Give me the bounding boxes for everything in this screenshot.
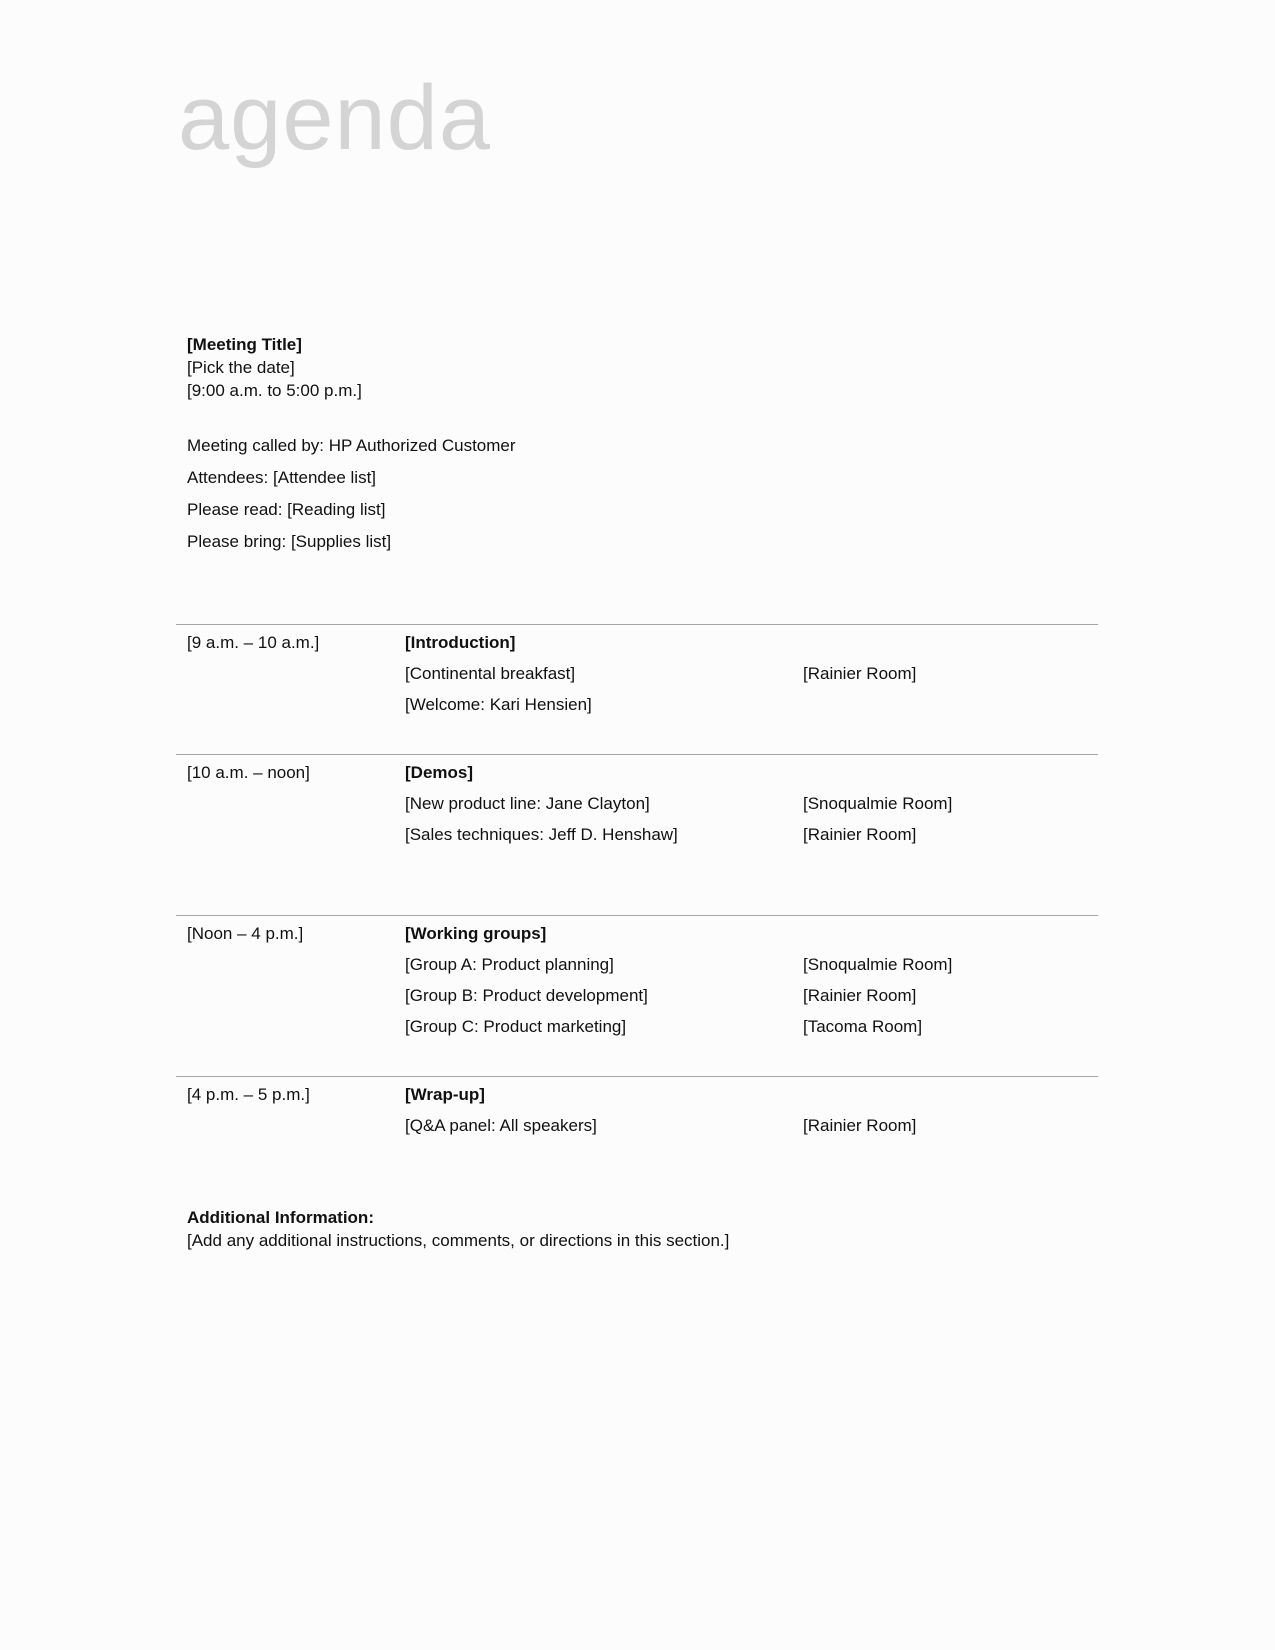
- agenda-session: [176, 624, 1098, 754]
- session-room: [Rainier Room]: [803, 1116, 917, 1135]
- session-row: [405, 1015, 1095, 1046]
- additional-body: [Add any additional instructions, comments, or directions in this section.]: [187, 1231, 730, 1250]
- session-item: [Group C: Product marketing]: [405, 1017, 627, 1036]
- session-row: [405, 631, 1095, 662]
- session-row: [405, 1083, 1095, 1114]
- session-heading: [Introduction]: [405, 633, 516, 652]
- meeting-date: [Pick the date]: [187, 358, 295, 377]
- agenda-table: [176, 624, 1098, 1177]
- agenda-session: [176, 915, 1098, 1076]
- session-room: [Snoqualmie Room]: [803, 955, 953, 974]
- session-item: [Group A: Product planning]: [405, 955, 614, 974]
- session-row: [405, 953, 1095, 984]
- attendees-line: Attendees: [Attendee list]: [187, 468, 377, 487]
- session-room: [Rainier Room]: [803, 825, 917, 844]
- session-heading: [Demos]: [405, 763, 474, 782]
- session-row: [405, 823, 1095, 854]
- session-row: [405, 693, 1095, 724]
- session-heading: [Working groups]: [405, 924, 547, 943]
- session-row: [405, 922, 1095, 953]
- additional-heading: Additional Information:: [187, 1208, 374, 1227]
- session-room: [Rainier Room]: [803, 986, 917, 1005]
- additional-information: [187, 1206, 729, 1252]
- session-row: [405, 662, 1095, 693]
- session-time: [Noon – 4 p.m.]: [187, 924, 304, 943]
- reading-line: Please read: [Reading list]: [187, 500, 386, 519]
- meeting-header: [187, 333, 362, 402]
- session-item: [New product line: Jane Clayton]: [405, 794, 650, 813]
- session-room: [Rainier Room]: [803, 664, 917, 683]
- session-heading: [Wrap-up]: [405, 1085, 485, 1104]
- meeting-called-by: Meeting called by: HP Authorized Customer: [187, 436, 516, 455]
- session-row: [405, 1114, 1095, 1145]
- document-title: agenda: [178, 67, 491, 169]
- session-time: [10 a.m. – noon]: [187, 763, 310, 782]
- meeting-details: [187, 434, 516, 562]
- supplies-line: Please bring: [Supplies list]: [187, 532, 392, 551]
- session-item: [Continental breakfast]: [405, 664, 576, 683]
- meeting-title: [Meeting Title]: [187, 335, 302, 354]
- session-item: [Welcome: Kari Hensien]: [405, 695, 592, 714]
- session-time: [4 p.m. – 5 p.m.]: [187, 1085, 310, 1104]
- session-time: [9 a.m. – 10 a.m.]: [187, 633, 320, 652]
- session-item: [Group B: Product development]: [405, 986, 648, 1005]
- session-row: [405, 984, 1095, 1015]
- meeting-time-range: [9:00 a.m. to 5:00 p.m.]: [187, 381, 362, 400]
- session-room: [Snoqualmie Room]: [803, 794, 953, 813]
- session-row: [405, 792, 1095, 823]
- session-item: [Sales techniques: Jeff D. Henshaw]: [405, 825, 678, 844]
- session-room: [Tacoma Room]: [803, 1017, 923, 1036]
- agenda-session: [176, 1076, 1098, 1177]
- session-row: [405, 761, 1095, 792]
- agenda-session: [176, 754, 1098, 915]
- session-item: [Q&A panel: All speakers]: [405, 1116, 597, 1135]
